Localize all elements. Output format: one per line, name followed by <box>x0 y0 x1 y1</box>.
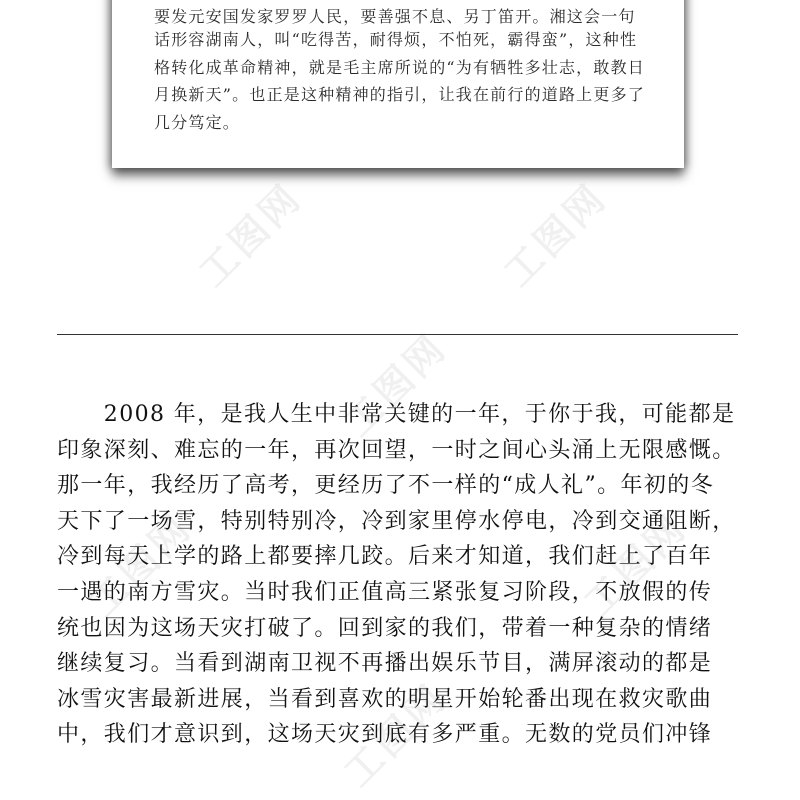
body-line: 2008 年，是我人生中非常关键的一年，于你于我，可能都是 <box>57 402 736 427</box>
watermark: 工图网 <box>575 504 696 626</box>
body-line: 印象深刻、难忘的一年，再次回望，一时之间心头涌上无限感慨。 <box>57 437 736 463</box>
body-line: 那一年，我经历了高考，更经历了不一样的“成人礼”。年初的冬 <box>57 473 715 499</box>
quote-line: 月换新天”。也正是这种精神的指引，让我在前行的道路上更多了 <box>154 85 645 104</box>
watermark: 工图网 <box>495 174 616 296</box>
body-line: 统也因为这场天灾打破了。回到家的我们，带着一种复杂的情绪 <box>57 615 713 641</box>
body-paragraph <box>57 397 747 753</box>
body-line: 中，我们才意识到，这场天灾到底有多严重。无数的党员们冲锋 <box>57 722 713 748</box>
body-line: 冰雪灾害最新进展，当看到喜欢的明星开始轮番出现在救灾歌曲 <box>57 686 713 712</box>
body-line: 一遇的南方雪灾。当时我们正值高三紧张复习阶段，不放假的传 <box>57 579 713 605</box>
watermark: 工图网 <box>335 674 456 796</box>
body-line: 继续复习。当看到湖南卫视不再播出娱乐节目，满屏滚动的都是 <box>57 651 713 677</box>
watermark: 工图网 <box>335 324 456 446</box>
quote-line: 几分笃定。 <box>154 113 241 132</box>
quote-card <box>112 0 684 168</box>
watermark: 工图网 <box>190 174 311 296</box>
quote-line: 格转化成革命精神，就是毛主席所说的“为有牺牲多壮志，敢教日 <box>154 58 645 77</box>
body-line: 天下了一场雪，特别特别冷，冷到家里停水停电，冷到交通阻断， <box>57 508 736 534</box>
quote-line: 话形容湖南人，叫“吃得苦，耐得烦，不怕死，霸得蛮”，这种性 <box>154 30 638 49</box>
quote-line: 要发元安国发家罗罗人民，要善强不息、另丁笛开。湘这会一句 <box>154 7 636 26</box>
body-line: 冷到每天上学的路上都要摔几跤。后来才知道，我们赶上了百年 <box>57 544 713 570</box>
section-divider <box>57 334 738 335</box>
watermark: 工图网 <box>80 504 201 626</box>
